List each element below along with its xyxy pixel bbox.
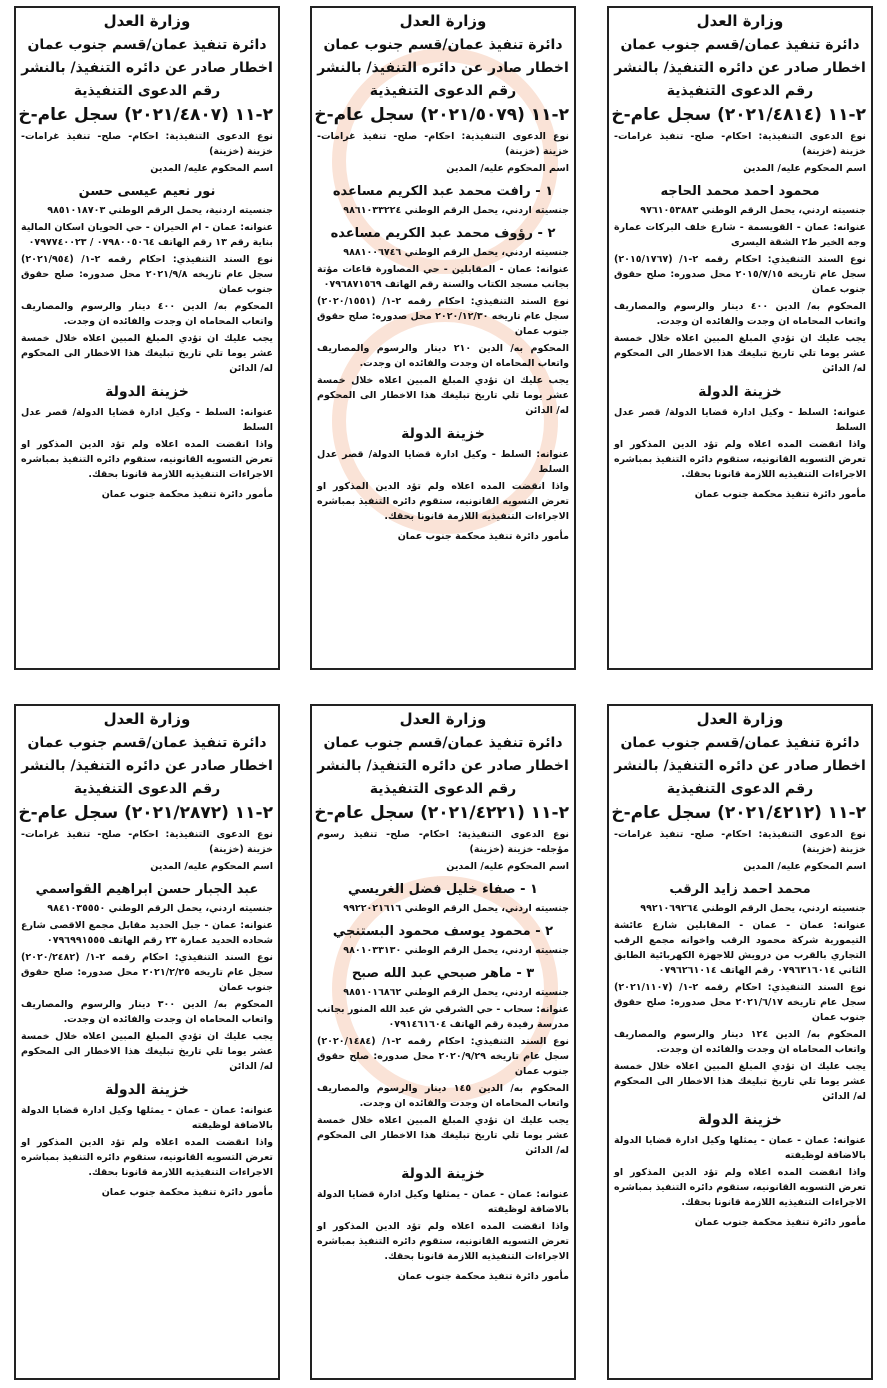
enforcement-warning: واذا انقضت المده اعلاه ولم تؤد الدين المذكور او تعرض التسويه القانونيه، ستقوم دائره التنفيذ بمباشره الاجراءات التنفيذيه اللازمة قانونا بحقك. xyxy=(614,439,866,480)
debtor-address: عنوانه: عمان - عمان - المقابلين شارع عائشة التيمورية شركة محمود الرقب واخوانه مجمع الرقب التجاري بالقرب من درويش للاجهزة الكهربائية الطابق الثاني ٠٧٩٦٣١٦٠١٤ رقم الهاتف ٠٧٩٦٢٦١٠١٤ xyxy=(614,920,866,976)
creditor-name: خزينة الدولة xyxy=(105,384,189,400)
case-number: ٢-١١ (٢٠٢١/٤٨١٤) سجل عام-خ xyxy=(611,105,866,125)
judgment-amount: المحكوم به/ الدين ٤٠٠ دينار والرسوم والمصاريف واتعاب المحاماه ان وجدت والفائده ان وجدت. xyxy=(21,301,273,327)
debtor-id: جنسيته اردني، يحمل الرقم الوطني ٩٨٤١٠٣٥٥٥٠ xyxy=(47,903,273,914)
case-type: نوع الدعوى التنفيذية: احكام- صلح- تنفيذ رسوم مؤجله- خزينة (خزينة) xyxy=(317,829,569,855)
creditor-address: عنوانه: السلط - وكيل ادارة قضايا الدولة/ قصر عدل السلط xyxy=(21,407,273,433)
creditor-name: خزينة الدولة xyxy=(401,426,485,442)
ministry-heading: وزارة العدل xyxy=(696,12,784,30)
bond-info: نوع السند التنفيذي: احكام رقمه ٢-١/ (٢٠٢٠/٢٤٨٢) سجل عام تاريخه ٢٠٢١/٢/٢٥ محل صدوره: صلح حقوق جنوب عمان xyxy=(21,952,273,993)
creditor-name: خزينة الدولة xyxy=(105,1082,189,1098)
debtor-id: جنسيته اردني، يحمل الرقم الوطني ٩٨٥١٠١٦٨٦٢ xyxy=(343,987,569,998)
payment-deadline: يجب عليك ان تؤدي المبلغ المبين اعلاه خلال خمسة عشر يوما تلي تاريخ تبليغك هذا الاخطار الى المحكوم له/ الدائن xyxy=(21,333,273,374)
debtor-name: ٢ - رؤوف محمد عبد الكريم مساعده xyxy=(330,226,556,241)
signature: مأمور دائرة تنفيذ محكمة جنوب عمان xyxy=(694,1217,866,1228)
debtor-label: اسم المحكوم عليه/ المدين xyxy=(150,163,273,174)
debtor-name: عبد الجبار حسن ابراهيم القواسمي xyxy=(35,882,259,897)
debtor-id: جنسيته اردنية، يحمل الرقم الوطني ٩٨٥١٠١٨٧٠٣ xyxy=(47,205,273,216)
ministry-heading: وزارة العدل xyxy=(103,12,191,30)
bond-info: نوع السند التنفيذي: احكام رقمه ٢-١/ (٢٠٢١/١١٠٧) سجل عام تاريخه ٢٠٢١/٦/١٧ محل صدوره: صلح حقوق جنوب عمان xyxy=(614,982,866,1023)
notice-title: اخطار صادر عن دائره التنفيذ/ بالنشر xyxy=(317,758,569,774)
payment-deadline: يجب عليك ان تؤدي المبلغ المبين اعلاه خلال خمسة عشر يوما تلي تاريخ تبليغك هذا الاخطار الى المحكوم له/ الدائن xyxy=(21,1031,273,1072)
case-type: نوع الدعوى التنفيذية: احكام- صلح- تنفيذ غرامات- خزينة (خزينة) xyxy=(317,131,569,157)
signature: مأمور دائرة تنفيذ محكمة جنوب عمان xyxy=(101,489,273,500)
ministry-heading: وزارة العدل xyxy=(399,710,487,728)
debtor-id: جنسيته اردني، يحمل الرقم الوطني ٩٨٠١٠٣٣١٣٠ xyxy=(343,945,569,956)
case-type: نوع الدعوى التنفيذية: احكام- صلح- تنفيذ غرامات- خزينة (خزينة) xyxy=(614,829,866,855)
notice-title: اخطار صادر عن دائره التنفيذ/ بالنشر xyxy=(614,758,866,774)
payment-deadline: يجب عليك ان تؤدي المبلغ المبين اعلاه خلال خمسة عشر يوما تلي تاريخ تبليغك هذا الاخطار الى المحكوم له/ الدائن xyxy=(614,1061,866,1102)
judgment-amount: المحكوم به/ الدين ٤٠٠ دينار والرسوم والمصاريف واتعاب المحاماه ان وجدت والفائده ان وجدت. xyxy=(614,301,866,327)
creditor-address: عنوانه: السلط - وكيل ادارة قضايا الدولة/ قصر عدل السلط xyxy=(614,407,866,433)
judgment-amount: المحكوم به/ الدين ٢١٠ دينار والرسوم والمصاريف واتعاب المحاماه ان وجدت والفائده ان وجدت. xyxy=(317,343,569,369)
case-type: نوع الدعوى التنفيذية: احكام- صلح- تنفيذ غرامات- خزينة (خزينة) xyxy=(21,829,273,855)
case-label: رقم الدعوى التنفيذية xyxy=(73,83,221,99)
debtor-name: محمود احمد محمد الحاجه xyxy=(660,184,820,199)
case-type: نوع الدعوى التنفيذية: احكام- صلح- تنفيذ غرامات- خزينة (خزينة) xyxy=(614,131,866,157)
notice-case-5079 xyxy=(310,6,576,670)
department-heading: دائرة تنفيذ عمان/قسم جنوب عمان xyxy=(323,735,563,751)
debtor-name: ١ - صفاء خليل فضل الغريسي xyxy=(348,882,538,897)
notice-title: اخطار صادر عن دائره التنفيذ/ بالنشر xyxy=(614,60,866,76)
case-label: رقم الدعوى التنفيذية xyxy=(666,83,814,99)
judgment-amount: المحكوم به/ الدين ٣٠٠ دينار والرسوم والمصاريف واتعاب المحاماه ان وجدت والفائده ان وجدت. xyxy=(21,999,273,1025)
creditor-name: خزينة الدولة xyxy=(698,384,782,400)
ministry-heading: وزارة العدل xyxy=(696,710,784,728)
case-number: ٢-١١ (٢٠٢١/٤٨٠٧) سجل عام-خ xyxy=(18,105,273,125)
creditor-name: خزينة الدولة xyxy=(401,1166,485,1182)
bond-info: نوع السند التنفيذي: احكام رقمه ٢-١/ (٢٠١٥/١٧٦٧) سجل عام تاريخه ٢٠١٥/٧/١٥ محل صدوره: صلح حقوق جنوب عمان xyxy=(614,254,866,295)
payment-deadline: يجب عليك ان تؤدي المبلغ المبين اعلاه خلال خمسة عشر يوما تلي تاريخ تبليغك هذا الاخطار الى المحكوم له/ الدائن xyxy=(317,1115,569,1156)
case-type: نوع الدعوى التنفيذية: احكام- صلح- تنفيذ غرامات- خزينة (خزينة) xyxy=(21,131,273,157)
debtor-label: اسم المحكوم عليه/ المدين xyxy=(446,861,569,872)
debtor-label: اسم المحكوم عليه/ المدين xyxy=(743,163,866,174)
department-heading: دائرة تنفيذ عمان/قسم جنوب عمان xyxy=(27,37,267,53)
signature: مأمور دائرة تنفيذ محكمة جنوب عمان xyxy=(397,1271,569,1282)
debtor-name: ٢ - محمود يوسف محمود البستنجي xyxy=(332,924,554,939)
debtor-name: نور نعيم عيسى حسن xyxy=(78,184,216,199)
payment-deadline: يجب عليك ان تؤدي المبلغ المبين اعلاه خلال خمسة عشر يوما تلي تاريخ تبليغك هذا الاخطار الى المحكوم له/ الدائن xyxy=(317,375,569,416)
debtor-name: ١ - رافت محمد عبد الكريم مساعده xyxy=(332,184,554,199)
enforcement-warning: واذا انقضت المده اعلاه ولم تؤد الدين المذكور او تعرض التسويه القانونيه، ستقوم دائره التنفيذ بمباشره الاجراءات التنفيذيه اللازمة قانونا بحقك. xyxy=(21,439,273,480)
enforcement-warning: واذا انقضت المده اعلاه ولم تؤد الدين المذكور او تعرض التسويه القانونيه، ستقوم دائره التنفيذ بمباشره الاجراءات التنفيذيه اللازمة قانونا بحقك. xyxy=(21,1137,273,1178)
debtor-address: عنوانه: عمان - المقابلين - حي المصاورة قاعات مؤتة بجانب مسجد الكتاب والسنة رقم الهاتف ٠٧٩٦٨٧١٥٦٩ xyxy=(317,264,569,290)
creditor-address: عنوانه: السلط - وكيل ادارة قضايا الدولة/ قصر عدل السلط xyxy=(317,449,569,475)
debtor-name: ٣ - ماهر صبحي عبد الله صبح xyxy=(351,966,535,981)
debtor-address: عنوانه: عمان - جبل الحديد مقابل مجمع الاقصى شارع شحاده الحديد عمارة ٢٣ رقم الهاتف ٠٧٩٦٩٩١٥٥٥ xyxy=(21,920,273,946)
notice-case-2872 xyxy=(14,704,280,1380)
enforcement-warning: واذا انقضت المده اعلاه ولم تؤد الدين المذكور او تعرض التسويه القانونيه، ستقوم دائره التنفيذ بمباشره الاجراءات التنفيذيه اللازمة قانونا بحقك. xyxy=(614,1167,866,1208)
department-heading: دائرة تنفيذ عمان/قسم جنوب عمان xyxy=(620,37,860,53)
case-number: ٢-١١ (٢٠٢١/٥٠٧٩) سجل عام-خ xyxy=(314,105,569,125)
ministry-heading: وزارة العدل xyxy=(399,12,487,30)
creditor-name: خزينة الدولة xyxy=(698,1112,782,1128)
enforcement-warning: واذا انقضت المده اعلاه ولم تؤد الدين المذكور او تعرض التسويه القانونيه، ستقوم دائره التنفيذ بمباشره الاجراءات التنفيذيه اللازمة قانونا بحقك. xyxy=(317,1221,569,1262)
notice-title: اخطار صادر عن دائره التنفيذ/ بالنشر xyxy=(21,758,273,774)
department-heading: دائرة تنفيذ عمان/قسم جنوب عمان xyxy=(620,735,860,751)
department-heading: دائرة تنفيذ عمان/قسم جنوب عمان xyxy=(27,735,267,751)
signature: مأمور دائرة تنفيذ محكمة جنوب عمان xyxy=(694,489,866,500)
debtor-name: محمد احمد زايد الرقب xyxy=(669,882,811,897)
signature: مأمور دائرة تنفيذ محكمة جنوب عمان xyxy=(101,1187,273,1198)
case-label: رقم الدعوى التنفيذية xyxy=(666,781,814,797)
enforcement-warning: واذا انقضت المده اعلاه ولم تؤد الدين المذكور او تعرض التسويه القانونيه، ستقوم دائره التنفيذ بمباشره الاجراءات التنفيذيه اللازمة قانونا بحقك. xyxy=(317,481,569,522)
judgment-amount: المحكوم به/ الدين ١٢٤ دينار والرسوم والمصاريف واتعاب المحاماه ان وجدت والفائده ان وجدت. xyxy=(614,1029,866,1055)
notice-case-4814 xyxy=(607,6,873,670)
ministry-heading: وزارة العدل xyxy=(103,710,191,728)
payment-deadline: يجب عليك ان تؤدي المبلغ المبين اعلاه خلال خمسة عشر يوما تلي تاريخ تبليغك هذا الاخطار الى المحكوم له/ الدائن xyxy=(614,333,866,374)
department-heading: دائرة تنفيذ عمان/قسم جنوب عمان xyxy=(323,37,563,53)
debtor-id: جنسيته اردني، يحمل الرقم الوطني ٩٩٢٢٠٢١٦١٦ xyxy=(343,903,569,914)
debtor-address: عنوانه: عمان - القويسمة - شارع خلف البركات عمارة وجه الخير ط٢ الشقة اليسرى xyxy=(614,222,866,248)
creditor-address: عنوانه: عمان - عمان - يمثلها وكيل ادارة قضايا الدولة بالاضافة لوظيفته xyxy=(317,1189,569,1215)
creditor-address: عنوانه: عمان - عمان - يمثلها وكيل ادارة قضايا الدولة بالاضافة لوظيفته xyxy=(614,1135,866,1161)
debtor-id: جنسيته اردني، يحمل الرقم الوطني ٩٧٦١٠٥٣٨٨٣ xyxy=(640,205,866,216)
creditor-address: عنوانه: عمان - عمان - يمثلها وكيل ادارة قضايا الدولة بالاضافة لوظيفته xyxy=(21,1105,273,1131)
case-number: ٢-١١ (٢٠٢١/٤٢٢١) سجل عام-خ xyxy=(314,803,569,823)
notice-case-4807 xyxy=(14,6,280,670)
notice-title: اخطار صادر عن دائره التنفيذ/ بالنشر xyxy=(317,60,569,76)
case-label: رقم الدعوى التنفيذية xyxy=(73,781,221,797)
notice-case-4221 xyxy=(310,704,576,1380)
debtor-label: اسم المحكوم عليه/ المدين xyxy=(446,163,569,174)
debtor-address: عنوانه: سحاب - حي الشرقي ش عبد الله المنور بجانب مدرسة رفيدة رقم الهاتف ٠٧٩١٤٦١٦٠٤ xyxy=(317,1004,569,1030)
case-label: رقم الدعوى التنفيذية xyxy=(369,83,517,99)
bond-info: نوع السند التنفيذي: احكام رقمه ٢-١/ (٢٠٢٠/١٥٥١) سجل عام تاريخه ٢٠٢٠/١٢/٣٠ محل صدوره: صلح حقوق جنوب عمان xyxy=(317,296,569,337)
debtor-address: عنوانه: عمان - ام الحيران - حي الحويان اسكان المالية بناية رقم ١٣ رقم الهاتف ٠٧٩٨٠٠٥٠٦٤ / ٠٧٩٧٧٤٠٠٢٣ xyxy=(21,222,273,248)
judgment-amount: المحكوم به/ الدين ١٤٥ دينار والرسوم والمصاريف واتعاب المحاماه ان وجدت والفائده ان وجدت. xyxy=(317,1083,569,1109)
debtor-label: اسم المحكوم عليه/ المدين xyxy=(150,861,273,872)
case-number: ٢-١١ (٢٠٢١/٤٢١٢) سجل عام-خ xyxy=(611,803,866,823)
bond-info: نوع السند التنفيذي: احكام رقمه ٢-١/ (٢٠٢١/٩٥٤) سجل عام تاريخه ٢٠٢١/٩/٨ محل صدوره: صلح حقوق جنوب عمان xyxy=(21,254,273,295)
case-label: رقم الدعوى التنفيذية xyxy=(369,781,517,797)
bond-info: نوع السند التنفيذي: احكام رقمه ٢-١/ (٢٠٢٠/١٤٨٤) سجل عام تاريخه ٢٠٢٠/٩/٢٩ محل صدوره: صلح حقوق جنوب عمان xyxy=(317,1036,569,1077)
case-number: ٢-١١ (٢٠٢١/٢٨٧٢) سجل عام-خ xyxy=(18,803,273,823)
debtor-id: جنسيته اردني، يحمل الرقم الوطني ٩٨٨١٠٠٦٧٤٦ xyxy=(343,247,569,258)
notice-title: اخطار صادر عن دائره التنفيذ/ بالنشر xyxy=(21,60,273,76)
signature: مأمور دائرة تنفيذ محكمة جنوب عمان xyxy=(397,531,569,542)
debtor-id: جنسيته اردني، يحمل الرقم الوطني ٩٩٢١٠٦٩٢٦٤ xyxy=(640,903,866,914)
notice-case-4212 xyxy=(607,704,873,1380)
debtor-label: اسم المحكوم عليه/ المدين xyxy=(743,861,866,872)
debtor-id: جنسيته اردني، يحمل الرقم الوطني ٩٨٦١٠٣٣٢٢٤ xyxy=(343,205,569,216)
